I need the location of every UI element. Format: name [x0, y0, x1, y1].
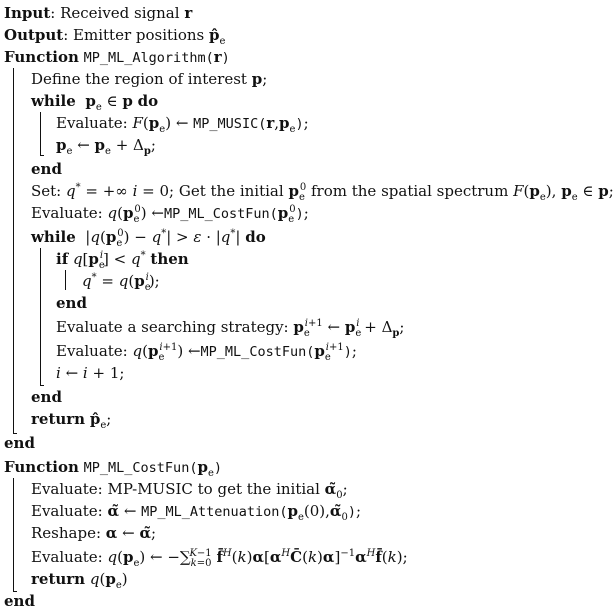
block-bar-while1-end: [40, 155, 44, 156]
algo-line-if: if $q[p_e^i] < q^*$ then: [56, 250, 189, 271]
algo-line-set: Set: q* = +∞ i = 0; Get the initial $p_e^0$ from the spatial spectrum $F(p_e)$, $p_e$ ∈ p;: [31, 182, 614, 203]
algo-line-output: Output: Emitter positions $p̂_e$: [4, 26, 226, 47]
algo-line-eval-q: Evaluate: $q(p_e)$ ← $-\sum_{k=0}^{K-1}$ $f̄^H(k)\alpha[\alpha^HC̄(k)\alpha]^{-1}\alpha^Hf̄(k)$;: [31, 548, 408, 569]
algo-line-end-function2: end: [4, 592, 35, 610]
algo-line-while1: while $p_e$ ∈ p do: [31, 92, 159, 113]
algo-line-input: Input: Received signal r: [4, 4, 193, 22]
algo-line-eval-mp-music-initial: Evaluate: MP-MUSIC to get the initial $\alphã_0$;: [31, 480, 348, 501]
algo-line-eval-costfun-i1: Evaluate: $q(p_e^{i+1})$ $\leftarrow MP\_ML\_CostFun(p_e^{i+1})$;: [56, 342, 357, 363]
algo-line-end-function1: end: [4, 434, 35, 452]
algo-line-increment-i: i ← i + 1;: [56, 364, 125, 382]
algo-line-while2: while $|q(p_e^0) - q^*| > \varepsilon \cdot |q^*|$ do: [31, 228, 266, 249]
algo-line-update-pe: $p_e$ ← $p_e + \Delta_p$;: [56, 136, 156, 157]
algo-line-end-while2: end: [31, 388, 62, 406]
algo-line-search-strategy: Evaluate a searching strategy: $p_e^{i+1}$ ← $p_e^i + \Delta_p$;: [56, 318, 405, 339]
algo-line-assign-q: $q^* = q(p_e^i)$;: [82, 272, 160, 293]
block-bar-function1: [13, 68, 14, 434]
block-bar-if: [65, 270, 66, 290]
block-bar-while1: [40, 112, 41, 156]
block-bar-while2: [40, 248, 41, 386]
algo-line-function-mp-ml-algorithm: Function MP_ML_Algorithm(r): [4, 48, 230, 66]
algo-line-reshape: Reshape: α ← α̃;: [31, 524, 157, 542]
algo-line-end-if: end: [56, 294, 87, 312]
algo-line-return-pe: return $p̂_e$;: [31, 410, 112, 431]
algo-line-end-while1: end: [31, 160, 62, 178]
block-bar-function2: [13, 478, 14, 592]
algo-line-define-region: Define the region of interest p;: [31, 70, 268, 88]
algo-line-return-q: return $q(p_e)$: [31, 570, 128, 591]
algo-line-eval-costfun0: Evaluate: $q(p_e^0)$ $\leftarrow MP\_ML\_CostFun(p_e^0)$;: [31, 204, 309, 225]
algo-line-eval-attenuation: Evaluate: α̃ ← $MP\_ML\_Attenuation(p_e(0),\alphã_0)$;: [31, 502, 362, 523]
algo-line-function-mp-ml-costfun: Function $MP\_ML\_CostFun(p_e)$: [4, 458, 223, 479]
algo-line-eval-music: Evaluate: $F(p_e)$ ← $MP\_MUSIC(r,p_e)$;: [56, 114, 309, 135]
